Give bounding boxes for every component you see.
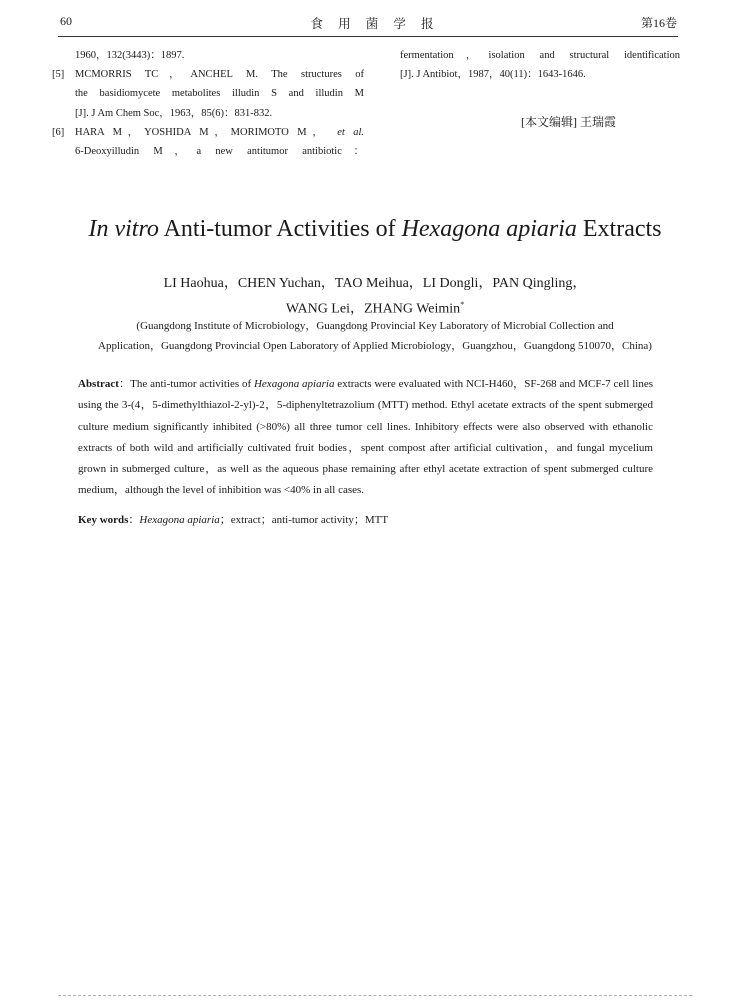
abstract-text-cont: extracts were evaluated with NCI-H460，SF-268 and MCF-7 cell lines using the 3-(4，5-dimethylthiazol-2-yl)-2，5-diphenyltetrazolium (MTT) method. Ethyl acetate extracts of the spent submerged culture medium significantly inhibited (>80%) all three tumor cell lines. Inhibitory effects were also observed with ethanolic extracts of both wild and artificially cultivated fruit bodies，spent compost after artificial cultivation，and fungal mycelium grown in submerged culture，as well as the aqueous phase remaining after ethyl acetate extraction of spent submerged culture medium，although the level of inhibition was <40% in all cases.: [78, 378, 654, 497]
title-text: Anti-tumor Activities of: [158, 216, 402, 242]
editor-note: [本文编辑] 王瑞霞: [521, 115, 616, 129]
abstract-text: The anti-tumor activities of: [130, 378, 254, 390]
reference-4-tail: 1960，132(3443)：1897.: [75, 50, 185, 61]
keyword-species: Hexagona apiaria: [139, 514, 220, 526]
affiliation-line-2: Application，Guangdong Provincial Open Laboratory of Applied Microbiology，Guangzhou，Guangdong 510070，China): [98, 339, 652, 352]
authors-names: WANG Lei，ZHANG Weimin: [285, 301, 461, 317]
authors-line-1: LI Haohua，CHEN Yuchan，TAO Meihua，LI Dongli，PAN Qingling，: [163, 276, 587, 291]
volume-label: 第16卷: [640, 16, 677, 30]
abstract-species: Hexagona apiaria: [253, 378, 335, 390]
title-text-end: Extracts: [576, 216, 662, 242]
author-list: [0, 274, 750, 320]
reference-number: [5]: [52, 69, 65, 81]
abstract: [78, 374, 653, 502]
keywords-separator: ：: [128, 514, 140, 526]
reference-line: [J]. J Am Chem Soc，1963，85(6)：831-832.: [75, 107, 273, 119]
reference-line: 6-Deoxyilludin M，a new antitumor antibiotic：: [75, 146, 364, 158]
reference-5: [52, 65, 364, 123]
keywords-label: Key words: [78, 514, 129, 526]
reference-line: MCMORRIS TC，ANCHEL M. The structures of: [75, 69, 364, 81]
abstract-separator: ：: [118, 378, 131, 390]
reference-number: [6]: [52, 126, 65, 138]
references-right-column: [400, 46, 680, 84]
reference-line: fermentation，isolation and structural identification: [400, 50, 680, 61]
keywords-rest: ；extract；anti-tumor activity；MTT: [219, 514, 389, 526]
keywords: [78, 511, 388, 527]
abstract-label: Abstract: [78, 378, 119, 390]
title-species: Hexagona apiaria: [401, 216, 577, 242]
authors-line-2: [0, 295, 750, 320]
reference-line: [75, 123, 364, 142]
references-left-column: [52, 46, 364, 161]
journal-name: 食 用 菌 学 报: [310, 17, 440, 31]
et-al: et al.: [337, 126, 365, 138]
reference-line: the basidiomycete metabolites illudin S and illudin M: [75, 88, 364, 100]
footer-rule: [58, 995, 692, 996]
affiliation-line-1: (Guangdong Institute of Microbiology，Guangdong Provincial Key Laboratory of Microbial Collection and: [136, 320, 614, 332]
header-rule: [58, 36, 678, 37]
reference-line: [J]. J Antibiot，1987，40(11)：1643-1646.: [400, 69, 586, 81]
corresponding-mark: *: [460, 299, 465, 309]
title-latin: In vitro: [88, 216, 159, 242]
reference-authors: HARA M，YOSHIDA M，MORIMOTO M，: [75, 126, 329, 138]
paper-title: [0, 216, 750, 243]
page-number: 60: [60, 14, 72, 28]
affiliation: [72, 317, 678, 356]
reference-6: [52, 123, 364, 161]
